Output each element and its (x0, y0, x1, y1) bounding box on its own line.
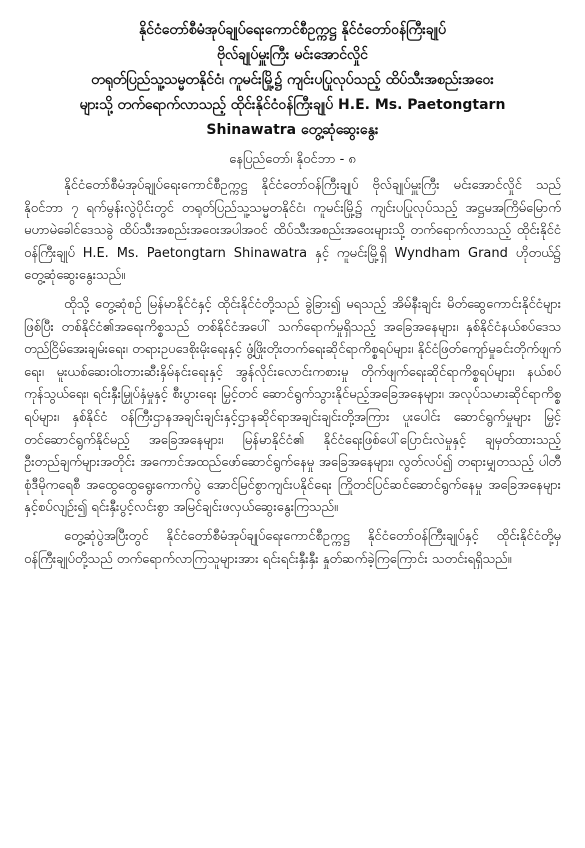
paragraph-2: ထိုသို့ တွေ့ဆုံစဉ် မြန်မာနိုင်ငံနှင့် ထိုင်းနိုင်ငံတို့သည် ခွဲခြား၍ မရသည့် အိမ်နီးချင်း မိတ်ဆွေကောင်းနိုင်ငံများဖြစ်ပြီး တစ်နိုင်ငံ၏အရေးကိစ္စသည် တစ်နိုင်ငံအပေါ် သက်ရောက်မှုရှိသည့် အခြေအနေများ၊ နှစ်နိုင်ငံနယ်စပ်ဒေသတည်ငြိမ်အေးချမ်းရေး၊ တရားဥပဒေစိုးမိုးရေးနှင့် ဖွံ့ဖြိုးတိုးတက်ရေးဆိုင်ရာကိစ္စရပ်များ၊ နိုင်ငံဖြတ်ကျော်မှုခင်းတိုက်ဖျက်ရေး၊ မူးယစ်ဆေးဝါးတားဆီးနှိမ်နင်းရေးနှင့် အွန်လိုင်းလောင်းကစားမှု တိုက်ဖျက်ရေးဆိုင်ရာကိစ္စရပ်များ၊ နယ်စပ်ကုန်သွယ်ရေး၊ ရင်းနှီးမြှုပ်နှံမှုနှင့် စီးပွားရေး မြှင့်တင် ဆောင်ရွက်သွားနိုင်မည့်အခြေအနေများ၊ အလုပ်သမားဆိုင်ရာကိစ္စရပ်များ၊ နှစ်နိုင်ငံ ဝန်ကြီးဌာနအချင်းချင်းနှင့်ဌာနဆိုင်ရာအချင်းချင်းတို့အကြား ပူးပေါင်း ဆောင်ရွက်မှုများ မြှင့်တင်ဆောင်ရွက်နိုင်မည့် အခြေအနေများ၊ မြန်မာနိုင်ငံ၏ နိုင်ငံရေးဖြစ်ပေါ်ပြောင်းလဲမှုနှင့် ချမှတ်ထားသည့် ဦးတည်ချက်များအတိုင်း အကောင်အထည်ဖော်ဆောင်ရွက်နေမှု အခြေအနေများ၊ လွတ်လပ်၍ တရားမျှတသည့် ပါတီစုံဒီမိုကရေစီ အထွေထွေရွေးကောက်ပွဲ အောင်မြင်စွာကျင်းပနိုင်ရေး ကြိုတင်ပြင်ဆင်ဆောင်ရွက်နေမှု အခြေအနေများနှင့်စပ်လျဉ်း၍ ရင်းနှီးပွင့်လင်းစွာ အမြင်ချင်းဖလှယ်ဆွေးနွေးကြသည်။ (24, 296, 561, 516)
title-line-4: များသို့ တက်ရောက်လာသည့် ထိုင်းနိုင်ငံဝန်ကြီးချုပ် H.E. Ms. Paetongtarn (79, 97, 506, 113)
dateline: နေပြည်တော်၊ နိုဝင်ဘာ - ၈ (229, 152, 356, 167)
paragraph-1: နိုင်ငံတော်စီမံအုပ်ချုပ်ရေးကောင်စီဥက္ကဋ္ဌ နိုင်ငံတော်ဝန်ကြီးချုပ် ဗိုလ်ချုပ်မှူးကြီး မင်းအောင်လှိုင် သည် နိုဝင်ဘာ ၇ ရက်မွန်းလွဲပိုင်းတွင် တရုတ်ပြည်သူ့သမ္မတနိုင်ငံ၊ ကူမင်းမြို့၌ ကျင်းပပြုလုပ်သည့် အဋ္ဌမအကြိမ်မြောက် မဟာမဲခေါင်ဒေသခွဲ ထိပ်သီးအစည်းအဝေးအပါအဝင် ထိပ်သီးအစည်းအဝေးများသို့ တက်ရောက်လာသည့် ထိုင်းနိုင်ငံဝန်ကြီးချုပ် H.E. Ms. Paetongtarn Shinawatra နှင့် ကူမင်းမြို့ရှိ Wyndham Grand ဟိုတယ်၌ တွေ့ဆုံဆွေးနွေးသည်။ (24, 178, 561, 284)
title-line-5: Shinawatra တွေ့ဆုံဆွေးနွေး (206, 122, 379, 138)
paragraph-3: တွေ့ဆုံပွဲအပြီးတွင် နိုင်ငံတော်စီမံအုပ်ချုပ်ရေးကောင်စီဥက္ကဋ္ဌ နိုင်ငံတော်ဝန်ကြီးချုပ်နှင့် ထိုင်းနိုင်ငံတို့မှ ဝန်ကြီးချုပ်တို့သည် တက်ရောက်လာကြသူများအား ရင်းရင်းနှီးနှီး နှုတ်ဆက်ခဲ့ကြကြောင်း သတင်းရရှိသည်။ (24, 528, 561, 567)
title-line-1: နိုင်ငံတော်စီမံအုပ်ချုပ်ရေးကောင်စီဥက္ကဋ္ဌ နိုင်ငံတော်ဝန်ကြီးချုပ် (139, 22, 446, 38)
title-line-2: ဗိုလ်ချုပ်မှူးကြီး မင်းအောင်လှိုင် (217, 47, 368, 63)
article-title (24, 18, 561, 143)
title-line-3: တရုတ်ပြည်သူ့သမ္မတနိုင်ငံ၊ ကူမင်းမြို့၌ ကျင်းပပြုလုပ်သည့် ထိပ်သီးအစည်းအဝေး (91, 72, 494, 88)
